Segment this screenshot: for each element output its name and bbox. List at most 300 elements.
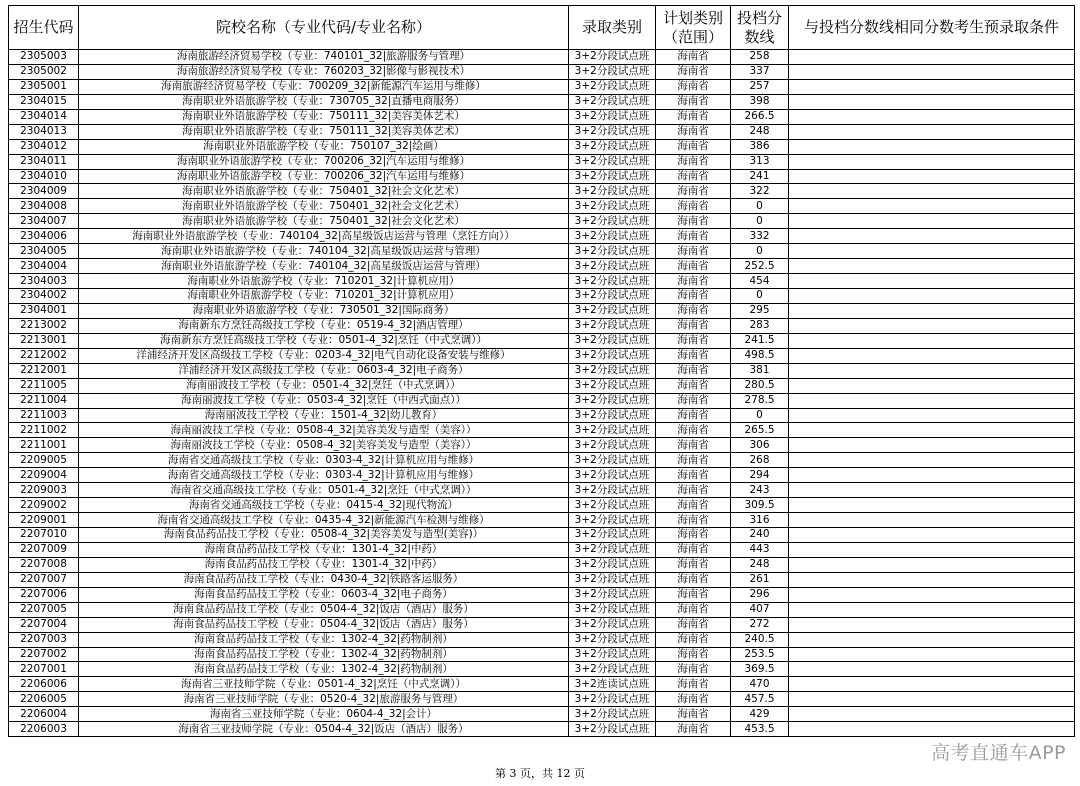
cell-code: 2304011 [9, 154, 79, 169]
cell-score-line: 398 [731, 94, 789, 109]
cell-plan-type: 海南省 [656, 587, 731, 602]
table-row [9, 617, 1075, 632]
cell-score-line: 243 [731, 483, 789, 498]
cell-code: 2304004 [9, 259, 79, 274]
cell-admission-type: 3+2分段试点班 [569, 274, 656, 289]
cell-plan-type: 海南省 [656, 498, 731, 513]
cell-score-line: 261 [731, 572, 789, 587]
cell-admission-type: 3+2分段试点班 [569, 632, 656, 647]
header-school-name: 院校名称（专业代码/专业名称） [79, 6, 569, 50]
cell-school-name: 海南职业外语旅游学校（专业：750401_32|社会文化艺术） [79, 199, 569, 214]
cell-school-name: 海南食品药品技工学校（专业：0508-4_32|美容美发与造型(美容)） [79, 528, 569, 543]
cell-score-line: 0 [731, 199, 789, 214]
cell-tie-condition [789, 154, 1075, 169]
cell-tie-condition [789, 378, 1075, 393]
cell-tie-condition [789, 169, 1075, 184]
cell-code: 2209005 [9, 453, 79, 468]
page-footer: 第 3 页，共 12 页 [495, 767, 585, 780]
cell-score-line: 241 [731, 169, 789, 184]
cell-tie-condition [789, 617, 1075, 632]
table-row [9, 199, 1075, 214]
table-row [9, 259, 1075, 274]
table-row [9, 557, 1075, 572]
cell-tie-condition [789, 542, 1075, 557]
header-tie-condition: 与投档分数线相同分数考生预录取条件 [789, 6, 1075, 50]
cell-plan-type: 海南省 [656, 483, 731, 498]
cell-school-name: 海南食品药品技工学校（专业：1302-4_32|药物制剂） [79, 662, 569, 677]
cell-admission-type: 3+2分段试点班 [569, 438, 656, 453]
cell-code: 2211003 [9, 408, 79, 423]
header-score-line [731, 6, 789, 50]
cell-score-line: 296 [731, 587, 789, 602]
cell-plan-type: 海南省 [656, 572, 731, 587]
cell-school-name: 海南职业外语旅游学校（专业：710201_32|计算机应用） [79, 289, 569, 304]
cell-tie-condition [789, 363, 1075, 378]
cell-school-name: 海南旅游经济贸易学校（专业：700209_32|新能源汽车运用与维修） [79, 79, 569, 94]
cell-code: 2213001 [9, 333, 79, 348]
table-row [9, 214, 1075, 229]
cell-admission-type: 3+2分段试点班 [569, 154, 656, 169]
cell-plan-type: 海南省 [656, 677, 731, 692]
cell-score-line: 457.5 [731, 692, 789, 707]
cell-plan-type: 海南省 [656, 647, 731, 662]
cell-school-name: 海南职业外语旅游学校（专业：740104_32|高星级饭店运营与管理（烹饪方向）） [79, 229, 569, 244]
cell-admission-type: 3+2分段试点班 [569, 199, 656, 214]
cell-code: 2212001 [9, 363, 79, 378]
cell-code: 2304008 [9, 199, 79, 214]
cell-plan-type: 海南省 [656, 154, 731, 169]
table-row [9, 632, 1075, 647]
cell-score-line: 257 [731, 79, 789, 94]
cell-code: 2211004 [9, 393, 79, 408]
cell-score-line: 316 [731, 513, 789, 528]
header-plan-type-text: 计划类别（范围） [662, 8, 723, 46]
cell-tie-condition [789, 79, 1075, 94]
cell-admission-type: 3+2分段试点班 [569, 363, 656, 378]
table-row [9, 513, 1075, 528]
table-row [9, 722, 1075, 737]
table-row [9, 348, 1075, 363]
cell-plan-type: 海南省 [656, 408, 731, 423]
cell-tie-condition [789, 483, 1075, 498]
cell-score-line: 241.5 [731, 333, 789, 348]
cell-admission-type: 3+2分段试点班 [569, 50, 656, 65]
cell-admission-type: 3+2分段试点班 [569, 542, 656, 557]
cell-tie-condition [789, 557, 1075, 572]
cell-school-name: 海南职业外语旅游学校（专业：700206_32|汽车运用与维修） [79, 169, 569, 184]
cell-admission-type: 3+2分段试点班 [569, 244, 656, 259]
table-row [9, 378, 1075, 393]
table-row [9, 423, 1075, 438]
cell-code: 2207002 [9, 647, 79, 662]
cell-plan-type: 海南省 [656, 662, 731, 677]
cell-score-line: 386 [731, 139, 789, 154]
cell-admission-type: 3+2分段试点班 [569, 602, 656, 617]
cell-school-name: 海南省三亚技师学院（专业：0520-4_32|旅游服务与管理） [79, 692, 569, 707]
cell-score-line: 337 [731, 64, 789, 79]
cell-admission-type: 3+2分段试点班 [569, 408, 656, 423]
cell-code: 2207004 [9, 617, 79, 632]
cell-plan-type: 海南省 [656, 513, 731, 528]
cell-code: 2304013 [9, 124, 79, 139]
cell-school-name: 海南省三亚技师学院（专业：0604-4_32|会计） [79, 707, 569, 722]
cell-school-name: 海南食品药品技工学校（专业：0504-4_32|饭店（酒店）服务） [79, 602, 569, 617]
cell-plan-type: 海南省 [656, 244, 731, 259]
table-row [9, 109, 1075, 124]
cell-school-name: 海南新东方烹饪高级技工学校（专业：0519-4_32|酒店管理） [79, 318, 569, 333]
cell-tie-condition [789, 274, 1075, 289]
cell-score-line: 306 [731, 438, 789, 453]
table-row [9, 303, 1075, 318]
cell-score-line: 253.5 [731, 647, 789, 662]
cell-tie-condition [789, 572, 1075, 587]
cell-tie-condition [789, 289, 1075, 304]
cell-score-line: 407 [731, 602, 789, 617]
cell-code: 2304014 [9, 109, 79, 124]
cell-plan-type: 海南省 [656, 318, 731, 333]
cell-school-name: 海南职业外语旅游学校（专业：750401_32|社会文化艺术） [79, 214, 569, 229]
cell-score-line: 332 [731, 229, 789, 244]
table-row [9, 124, 1075, 139]
cell-tie-condition [789, 229, 1075, 244]
table-row [9, 498, 1075, 513]
cell-score-line: 265.5 [731, 423, 789, 438]
cell-school-name: 海南丽波技工学校（专业：0508-4_32|美容美发与造型（美容）） [79, 438, 569, 453]
cell-admission-type: 3+2分段试点班 [569, 94, 656, 109]
cell-plan-type: 海南省 [656, 632, 731, 647]
admission-table [8, 5, 1075, 737]
cell-school-name: 海南职业外语旅游学校（专业：750107_32|绘画） [79, 139, 569, 154]
table-row [9, 468, 1075, 483]
cell-code: 2304002 [9, 289, 79, 304]
cell-tie-condition [789, 602, 1075, 617]
cell-score-line: 369.5 [731, 662, 789, 677]
header-code: 招生代码 [9, 6, 79, 50]
cell-admission-type: 3+2分段试点班 [569, 303, 656, 318]
cell-plan-type: 海南省 [656, 139, 731, 154]
cell-school-name: 海南食品药品技工学校（专业：0430-4_32|铁路客运服务） [79, 572, 569, 587]
cell-admission-type: 3+2分段试点班 [569, 169, 656, 184]
cell-score-line: 381 [731, 363, 789, 378]
cell-school-name: 海南食品药品技工学校（专业：1302-4_32|药物制剂） [79, 647, 569, 662]
cell-school-name: 海南省三亚技师学院（专业：0501-4_32|烹饪（中式烹调）） [79, 677, 569, 692]
cell-score-line: 0 [731, 244, 789, 259]
table-row [9, 692, 1075, 707]
cell-tie-condition [789, 468, 1075, 483]
cell-plan-type: 海南省 [656, 79, 731, 94]
cell-plan-type: 海南省 [656, 64, 731, 79]
cell-tie-condition [789, 94, 1075, 109]
cell-school-name: 海南职业外语旅游学校（专业：750401_32|社会文化艺术） [79, 184, 569, 199]
cell-school-name: 海南丽波技工学校（专业：1501-4_32|幼儿教育） [79, 408, 569, 423]
cell-school-name: 海南食品药品技工学校（专业：1302-4_32|药物制剂） [79, 632, 569, 647]
cell-plan-type: 海南省 [656, 393, 731, 408]
cell-code: 2207003 [9, 632, 79, 647]
cell-plan-type: 海南省 [656, 259, 731, 274]
cell-plan-type: 海南省 [656, 557, 731, 572]
table-row [9, 244, 1075, 259]
cell-score-line: 266.5 [731, 109, 789, 124]
cell-plan-type: 海南省 [656, 303, 731, 318]
cell-plan-type: 海南省 [656, 453, 731, 468]
cell-score-line: 443 [731, 542, 789, 557]
table-row [9, 363, 1075, 378]
cell-admission-type: 3+2分段试点班 [569, 393, 656, 408]
cell-code: 2304006 [9, 229, 79, 244]
table-row [9, 318, 1075, 333]
cell-code: 2304003 [9, 274, 79, 289]
table-row [9, 528, 1075, 543]
cell-admission-type: 3+2分段试点班 [569, 468, 656, 483]
cell-admission-type: 3+2分段试点班 [569, 348, 656, 363]
cell-code: 2209001 [9, 513, 79, 528]
watermark: 高考直通车APP [931, 742, 1066, 764]
cell-school-name: 海南职业外语旅游学校（专业：750111_32|美容美体艺术） [79, 109, 569, 124]
table-row [9, 79, 1075, 94]
cell-admission-type: 3+2连读试点班 [569, 677, 656, 692]
cell-admission-type: 3+2分段试点班 [569, 647, 656, 662]
cell-admission-type: 3+2分段试点班 [569, 139, 656, 154]
cell-code: 2305001 [9, 79, 79, 94]
cell-admission-type: 3+2分段试点班 [569, 318, 656, 333]
cell-tie-condition [789, 393, 1075, 408]
cell-tie-condition [789, 408, 1075, 423]
cell-code: 2212002 [9, 348, 79, 363]
cell-code: 2207001 [9, 662, 79, 677]
cell-admission-type: 3+2分段试点班 [569, 617, 656, 632]
cell-tie-condition [789, 303, 1075, 318]
cell-tie-condition [789, 333, 1075, 348]
cell-admission-type: 3+2分段试点班 [569, 333, 656, 348]
cell-score-line: 248 [731, 557, 789, 572]
cell-score-line: 240 [731, 528, 789, 543]
cell-admission-type: 3+2分段试点班 [569, 498, 656, 513]
cell-score-line: 498.5 [731, 348, 789, 363]
table-row [9, 154, 1075, 169]
cell-school-name: 海南食品药品技工学校（专业：1301-4_32|中药） [79, 557, 569, 572]
cell-score-line: 453.5 [731, 722, 789, 737]
cell-score-line: 0 [731, 289, 789, 304]
header-score-line-text: 投档分数线 [736, 8, 782, 46]
cell-admission-type: 3+2分段试点班 [569, 289, 656, 304]
cell-code: 2304010 [9, 169, 79, 184]
cell-plan-type: 海南省 [656, 94, 731, 109]
cell-admission-type: 3+2分段试点班 [569, 692, 656, 707]
cell-admission-type: 3+2分段试点班 [569, 572, 656, 587]
table-row [9, 542, 1075, 557]
cell-score-line: 295 [731, 303, 789, 318]
cell-score-line: 454 [731, 274, 789, 289]
cell-tie-condition [789, 109, 1075, 124]
cell-score-line: 248 [731, 124, 789, 139]
cell-school-name: 海南新东方烹饪高级技工学校（专业：0501-4_32|烹饪（中式烹调）） [79, 333, 569, 348]
cell-plan-type: 海南省 [656, 289, 731, 304]
cell-tie-condition [789, 453, 1075, 468]
cell-admission-type: 3+2分段试点班 [569, 229, 656, 244]
cell-school-name: 海南职业外语旅游学校（专业：740104_32|高星级饭店运营与管理） [79, 244, 569, 259]
cell-plan-type: 海南省 [656, 109, 731, 124]
cell-admission-type: 3+2分段试点班 [569, 587, 656, 602]
cell-score-line: 0 [731, 214, 789, 229]
cell-admission-type: 3+2分段试点班 [569, 423, 656, 438]
cell-school-name: 海南丽波技工学校（专业：0501-4_32|烹饪（中式烹调）） [79, 378, 569, 393]
table-row [9, 662, 1075, 677]
cell-tie-condition [789, 348, 1075, 363]
cell-code: 2206004 [9, 707, 79, 722]
cell-code: 2206005 [9, 692, 79, 707]
cell-school-name: 海南职业外语旅游学校（专业：740104_32|高星级饭店运营与管理） [79, 259, 569, 274]
cell-score-line: 313 [731, 154, 789, 169]
cell-score-line: 470 [731, 677, 789, 692]
table-row [9, 333, 1075, 348]
cell-code: 2206006 [9, 677, 79, 692]
cell-code: 2304009 [9, 184, 79, 199]
table-row [9, 602, 1075, 617]
cell-score-line: 258 [731, 50, 789, 65]
header-plan-type [656, 6, 731, 50]
cell-plan-type: 海南省 [656, 692, 731, 707]
cell-plan-type: 海南省 [656, 229, 731, 244]
cell-score-line: 278.5 [731, 393, 789, 408]
cell-tie-condition [789, 199, 1075, 214]
cell-code: 2207006 [9, 587, 79, 602]
cell-admission-type: 3+2分段试点班 [569, 662, 656, 677]
cell-school-name: 海南职业外语旅游学校（专业：750111_32|美容美体艺术） [79, 124, 569, 139]
cell-school-name: 海南食品药品技工学校（专业：1301-4_32|中药） [79, 542, 569, 557]
table-body [9, 50, 1075, 737]
cell-tie-condition [789, 259, 1075, 274]
cell-plan-type: 海南省 [656, 214, 731, 229]
table-row [9, 393, 1075, 408]
cell-code: 2304005 [9, 244, 79, 259]
cell-plan-type: 海南省 [656, 378, 731, 393]
table-row [9, 274, 1075, 289]
cell-code: 2304001 [9, 303, 79, 318]
cell-score-line: 294 [731, 468, 789, 483]
table-row [9, 94, 1075, 109]
cell-plan-type: 海南省 [656, 468, 731, 483]
cell-code: 2304007 [9, 214, 79, 229]
cell-tie-condition [789, 438, 1075, 453]
cell-plan-type: 海南省 [656, 528, 731, 543]
cell-school-name: 洋浦经济开发区高级技工学校（专业：0603-4_32|电子商务） [79, 363, 569, 378]
table-row [9, 139, 1075, 154]
cell-admission-type: 3+2分段试点班 [569, 707, 656, 722]
cell-code: 2213002 [9, 318, 79, 333]
cell-admission-type: 3+2分段试点班 [569, 79, 656, 94]
cell-plan-type: 海南省 [656, 707, 731, 722]
cell-code: 2305003 [9, 50, 79, 65]
cell-score-line: 0 [731, 408, 789, 423]
cell-score-line: 309.5 [731, 498, 789, 513]
cell-score-line: 280.5 [731, 378, 789, 393]
table-row [9, 50, 1075, 65]
cell-score-line: 268 [731, 453, 789, 468]
cell-tie-condition [789, 139, 1075, 154]
header-admission-type: 录取类别 [569, 6, 656, 50]
cell-code: 2211002 [9, 423, 79, 438]
table-row [9, 169, 1075, 184]
cell-school-name: 海南省交通高级技工学校（专业：0415-4_32|现代物流） [79, 498, 569, 513]
table-row [9, 707, 1075, 722]
cell-tie-condition [789, 124, 1075, 139]
cell-school-name: 海南丽波技工学校（专业：0508-4_32|美容美发与造型（美容）） [79, 423, 569, 438]
cell-admission-type: 3+2分段试点班 [569, 184, 656, 199]
cell-score-line: 429 [731, 707, 789, 722]
cell-school-name: 海南食品药品技工学校（专业：0603-4_32|电子商务） [79, 587, 569, 602]
cell-code: 2209003 [9, 483, 79, 498]
cell-tie-condition [789, 498, 1075, 513]
cell-plan-type: 海南省 [656, 722, 731, 737]
table-row [9, 64, 1075, 79]
cell-admission-type: 3+2分段试点班 [569, 722, 656, 737]
cell-tie-condition [789, 632, 1075, 647]
cell-tie-condition [789, 647, 1075, 662]
cell-tie-condition [789, 528, 1075, 543]
cell-score-line: 272 [731, 617, 789, 632]
cell-plan-type: 海南省 [656, 423, 731, 438]
cell-admission-type: 3+2分段试点班 [569, 64, 656, 79]
cell-plan-type: 海南省 [656, 542, 731, 557]
cell-plan-type: 海南省 [656, 169, 731, 184]
cell-school-name: 海南食品药品技工学校（专业：0504-4_32|饭店（酒店）服务） [79, 617, 569, 632]
cell-admission-type: 3+2分段试点班 [569, 528, 656, 543]
cell-code: 2209004 [9, 468, 79, 483]
cell-code: 2304012 [9, 139, 79, 154]
cell-tie-condition [789, 513, 1075, 528]
cell-code: 2211005 [9, 378, 79, 393]
cell-admission-type: 3+2分段试点班 [569, 214, 656, 229]
cell-school-name: 海南省交通高级技工学校（专业：0435-4_32|新能源汽车检测与维修） [79, 513, 569, 528]
cell-code: 2305002 [9, 64, 79, 79]
cell-code: 2206003 [9, 722, 79, 737]
cell-code: 2211001 [9, 438, 79, 453]
cell-school-name: 海南省交通高级技工学校（专业：0501-4_32|烹饪（中式烹调）） [79, 483, 569, 498]
cell-plan-type: 海南省 [656, 363, 731, 378]
cell-school-name: 海南旅游经济贸易学校（专业：760203_32|影像与影视技术） [79, 64, 569, 79]
cell-tie-condition [789, 64, 1075, 79]
cell-plan-type: 海南省 [656, 184, 731, 199]
cell-code: 2207005 [9, 602, 79, 617]
cell-plan-type: 海南省 [656, 348, 731, 363]
cell-tie-condition [789, 184, 1075, 199]
cell-tie-condition [789, 587, 1075, 602]
cell-school-name: 海南职业外语旅游学校（专业：730705_32|直播电商服务） [79, 94, 569, 109]
cell-code: 2209002 [9, 498, 79, 513]
cell-plan-type: 海南省 [656, 274, 731, 289]
cell-code: 2207008 [9, 557, 79, 572]
cell-admission-type: 3+2分段试点班 [569, 124, 656, 139]
table-row [9, 438, 1075, 453]
cell-tie-condition [789, 214, 1075, 229]
cell-school-name: 海南丽波技工学校（专业：0503-4_32|烹饪（中西式面点）） [79, 393, 569, 408]
cell-school-name: 海南职业外语旅游学校（专业：730501_32|国际商务） [79, 303, 569, 318]
table-row [9, 408, 1075, 423]
table-row [9, 572, 1075, 587]
cell-plan-type: 海南省 [656, 199, 731, 214]
cell-tie-condition [789, 722, 1075, 737]
cell-code: 2207007 [9, 572, 79, 587]
cell-tie-condition [789, 318, 1075, 333]
cell-tie-condition [789, 677, 1075, 692]
table-row [9, 483, 1075, 498]
cell-score-line: 283 [731, 318, 789, 333]
table-row [9, 647, 1075, 662]
cell-plan-type: 海南省 [656, 333, 731, 348]
cell-code: 2207009 [9, 542, 79, 557]
cell-tie-condition [789, 692, 1075, 707]
cell-school-name: 海南省交通高级技工学校（专业：0303-4_32|计算机应用与维修） [79, 468, 569, 483]
